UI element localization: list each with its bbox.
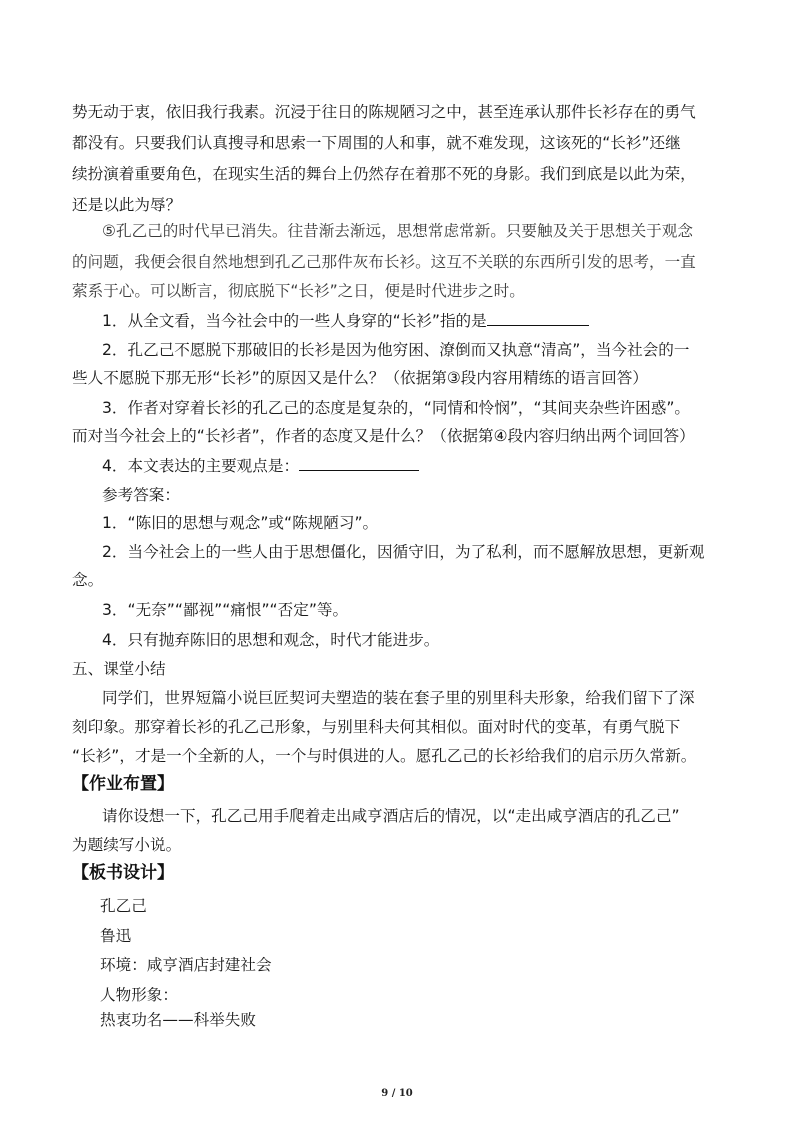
board-item: 热衷功名——科举失败	[100, 1011, 256, 1029]
board-item: 环境：咸亨酒店封建社会	[100, 956, 272, 974]
page-number: 9 / 10	[381, 1088, 413, 1099]
board-item: 人物形象：	[100, 986, 178, 1004]
answer-3: 3．“无奈”“鄙视”“痛恨”“否定”等。	[102, 601, 349, 619]
answer-blank	[487, 311, 589, 326]
summary-heading: 五、课堂小结	[72, 660, 166, 678]
homework-heading: 【作业布置】	[72, 774, 174, 794]
question-3-line-1: 3．作者对穿着长衫的孔乙己的态度是复杂的，“同情和怜悯”，“其间夹杂些许困惑”。	[102, 399, 691, 417]
paragraph-line: 续扮演着重要角色，在现实生活的舞台上仍然存在着那不死的身影。我们到底是以此为荣，	[72, 165, 696, 183]
homework-line: 为题续写小说。	[72, 836, 182, 854]
answer-1: 1．“陈旧的思想与观念”或“陈规陋习”。	[102, 514, 379, 532]
question-2-line-1: 2．孔乙己不愿脱下那破旧的长衫是因为他穷困、潦倒而又执意“清高”，当今社会的一	[102, 341, 690, 359]
answer-blank	[299, 456, 419, 471]
homework-line: 请你设想一下，孔乙己用手爬着走出咸亨酒店后的情况，以“走出咸亨酒店的孔乙己”	[102, 807, 680, 825]
question-4	[102, 455, 419, 477]
question-4-text: 4．本文表达的主要观点是：	[102, 457, 300, 475]
paragraph-5-line: 萦系于心。可以断言，彻底脱下“长衫”之日，便是时代进步之时。	[72, 282, 525, 300]
summary-line: 同学们，世界短篇小说巨匠契诃夫塑造的装在套子里的别里科夫形象，给我们留下了深	[102, 689, 695, 707]
answer-4: 4．只有抛弃陈旧的思想和观念，时代才能进步。	[102, 631, 440, 649]
paragraph-line: 还是以此为辱？	[72, 196, 182, 214]
summary-line: “长衫”，才是一个全新的人，一个与时俱进的人。愿孔乙己的长衫给我们的启示历久常新。	[72, 747, 697, 765]
question-3-line-2: 而对当今社会上的“长衫者”，作者的态度又是什么？（依据第④段内容归纳出两个词回答）	[72, 427, 695, 445]
board-heading: 【板书设计】	[72, 863, 174, 883]
answers-label: 参考答案：	[102, 486, 180, 504]
paragraph-5-line: 的问题，我便会很自然地想到孔乙己那件灰布长衫。这互不关联的东西所引发的思考，一直	[72, 253, 696, 271]
paragraph-5-line: ⑤孔乙己的时代早已消失。往昔渐去渐远，思想常虑常新。只要触及关于思想关于观念	[102, 222, 693, 240]
question-2-line-2: 些人不愿脱下那无形“长衫”的原因又是什么？（依据第③段内容用精练的语言回答）	[72, 369, 648, 387]
board-item: 鲁迅	[100, 927, 132, 945]
answer-2-line-2: 念。	[72, 571, 104, 589]
paragraph-line: 势无动于衷，依旧我行我素。沉浸于往日的陈规陋习之中，甚至连承认那件长衫存在的勇气	[72, 103, 696, 121]
paragraph-line: 都没有。只要我们认真搜寻和思索一下周围的人和事，就不难发现，这该死的“长衫”还继	[72, 134, 681, 152]
board-item: 孔乙己	[100, 897, 147, 915]
summary-line: 刻印象。那穿着长衫的孔乙己形象，与别里科夫何其相似。面对时代的变革，有勇气脱下	[72, 718, 681, 736]
question-1-text: 1．从全文看，当今社会中的一些人身穿的“长衫”指的是	[102, 312, 487, 330]
answer-2-line-1: 2．当今社会上的一些人由于思想僵化，因循守旧，为了私利，而不愿解放思想，更新观	[102, 543, 705, 561]
question-1	[102, 310, 589, 332]
